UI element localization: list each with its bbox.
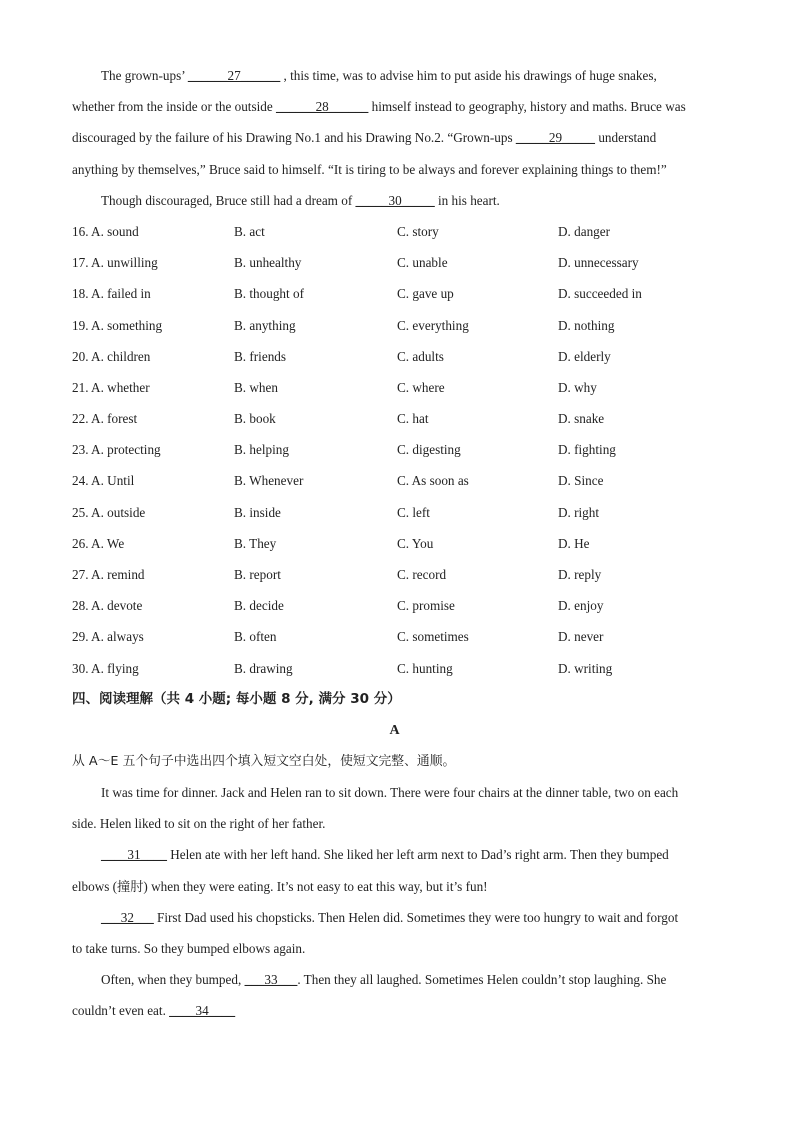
option-b: B. Whenever [234, 473, 304, 489]
blank-28: ______28______ [276, 99, 369, 115]
option-b: B. unhealthy [234, 255, 302, 271]
option-c: C. digesting [397, 442, 461, 458]
option-row [72, 247, 717, 278]
option-row [72, 434, 717, 465]
option-c: C. As soon as [397, 473, 469, 489]
text: Though discouraged, Bruce still had a dream of [101, 192, 356, 208]
option-d: D. danger [558, 223, 610, 239]
option-row [72, 341, 717, 372]
option-d: D. never [558, 629, 604, 645]
option-c: C. adults [397, 348, 444, 364]
option-a: 26. A. We [72, 535, 125, 551]
option-row [72, 528, 717, 559]
section-heading: 四、阅读理解（共 4 小题; 每小题 8 分, 满分 30 分） [72, 690, 401, 707]
blank-27: ______27______ [187, 68, 281, 83]
option-row [72, 310, 717, 341]
text: The grown-ups’ [101, 68, 188, 83]
option-c: C. You [397, 535, 434, 551]
option-b: B. friends [234, 348, 287, 364]
option-b: B. act [234, 223, 265, 239]
option-d: D. snake [558, 411, 605, 427]
option-row [72, 621, 717, 652]
option-c: C. left [397, 504, 430, 520]
option-a: 29. A. always [72, 629, 144, 645]
option-d: D. enjoy [558, 598, 604, 614]
option-a: 21. A. whether [72, 379, 150, 395]
option-c: C. sometimes [397, 629, 469, 645]
option-a: 30. A. flying [72, 660, 139, 676]
blank-29: _____29_____ [515, 130, 596, 146]
option-d: D. nothing [558, 317, 615, 333]
option-c: C. hunting [397, 660, 453, 676]
option-d: D. right [558, 504, 600, 520]
passage-line [72, 122, 717, 153]
option-b: B. anything [234, 317, 296, 333]
option-d: D. reply [558, 567, 602, 582]
option-a: 18. A. failed in [72, 286, 151, 302]
passage-line: side. Helen liked to sit on the right of her father. [72, 816, 326, 832]
option-a: 17. A. unwilling [72, 255, 158, 271]
text: . Then they all laughed. Sometimes Helen couldn’t stop laughing. She [297, 972, 667, 988]
option-c: C. hat [397, 411, 429, 427]
option-a: 28. A. devote [72, 598, 143, 614]
option-d: D. elderly [558, 348, 611, 364]
options-table [72, 216, 717, 684]
text: couldn’t even eat. [72, 1003, 170, 1019]
passage-line [72, 185, 717, 216]
option-c: C. story [397, 223, 439, 239]
option-a: 22. A. forest [72, 411, 138, 427]
option-b: B. report [234, 567, 281, 582]
option-d: D. writing [558, 660, 613, 676]
text: understand [595, 130, 657, 146]
option-d: D. unnecessary [558, 255, 639, 271]
passage-line [72, 839, 717, 870]
option-b: B. book [234, 411, 276, 427]
option-c: C. record [397, 567, 447, 582]
text: himself instead to geography, history and maths. Bruce was [368, 99, 686, 115]
option-row [72, 372, 717, 403]
option-c: C. where [397, 379, 445, 395]
option-b: B. thought of [234, 286, 304, 302]
text: First Dad used his chopsticks. Then Helen did. Sometimes they were too hungry to wait and forgot [153, 909, 679, 925]
option-d: D. fighting [558, 442, 616, 458]
passage-line: anything by themselves,” Bruce said to himself. “It is tiring to be always and forever explaining things to them!” [72, 161, 667, 177]
passage-line: elbows (撞肘) when they were eating. It’s not easy to eat this way, but it’s fun! [72, 878, 488, 894]
option-row [72, 653, 717, 684]
option-b: B. They [234, 535, 277, 551]
option-b: B. inside [234, 504, 281, 520]
option-c: C. everything [397, 317, 469, 333]
option-b: B. helping [234, 442, 289, 458]
option-c: C. promise [397, 598, 455, 614]
passage-line: to take turns. So they bumped elbows again. [72, 940, 306, 956]
option-c: C. gave up [397, 286, 454, 302]
passage-line [72, 91, 717, 122]
passage-line [72, 60, 717, 91]
option-a: 16. A. sound [72, 223, 139, 239]
option-row [72, 497, 717, 528]
option-b: B. often [234, 629, 277, 645]
option-a: 23. A. protecting [72, 442, 161, 458]
instruction: 从 A～E 五个句子中选出四个填入短文空白处，使短文完整、通顺。 [72, 753, 456, 769]
option-row [72, 278, 717, 309]
document-page [72, 60, 717, 1026]
text: in his heart. [434, 192, 500, 208]
text: Often, when they bumped, [101, 972, 245, 988]
option-b: B. drawing [234, 660, 293, 676]
passage-line: It was time for dinner. Jack and Helen ran to sit down. There were four chairs at the dinner table, two on each [101, 784, 679, 800]
text: discouraged by the failure of his Drawing No.1 and his Drawing No.2. “Grown-ups [72, 130, 516, 146]
option-a: 19. A. something [72, 317, 163, 333]
text: Helen ate with her left hand. She liked her left arm next to Dad’s right arm. Then they bumped [166, 847, 669, 863]
option-a: 20. A. children [72, 348, 151, 364]
option-row [72, 403, 717, 434]
option-row [72, 559, 717, 590]
blank-30: _____30_____ [355, 192, 435, 208]
option-row [72, 216, 717, 247]
blank-34: ____34____ [169, 1003, 236, 1019]
text: , this time, was to advise him to put aside his drawings of huge snakes, [280, 68, 657, 83]
passage-line [72, 902, 717, 933]
option-row [72, 465, 717, 496]
option-row [72, 590, 717, 621]
option-d: D. He [558, 535, 590, 551]
blank-33: ___33___ [244, 972, 298, 988]
blank-31: ____31____ [101, 847, 167, 863]
option-b: B. when [234, 379, 278, 395]
text: whether from the inside or the outside [72, 99, 276, 115]
part-label: A [389, 722, 400, 738]
passage-line [72, 964, 717, 995]
blank-32: ___32___ [101, 909, 154, 925]
passage-line [72, 995, 717, 1026]
option-c: C. unable [397, 255, 448, 271]
option-a: 24. A. Until [72, 473, 135, 489]
option-a: 25. A. outside [72, 504, 146, 520]
option-d: D. succeeded in [558, 286, 642, 302]
option-d: D. why [558, 379, 597, 395]
option-d: D. Since [558, 473, 604, 489]
option-a: 27. A. remind [72, 567, 145, 582]
option-b: B. decide [234, 598, 284, 614]
